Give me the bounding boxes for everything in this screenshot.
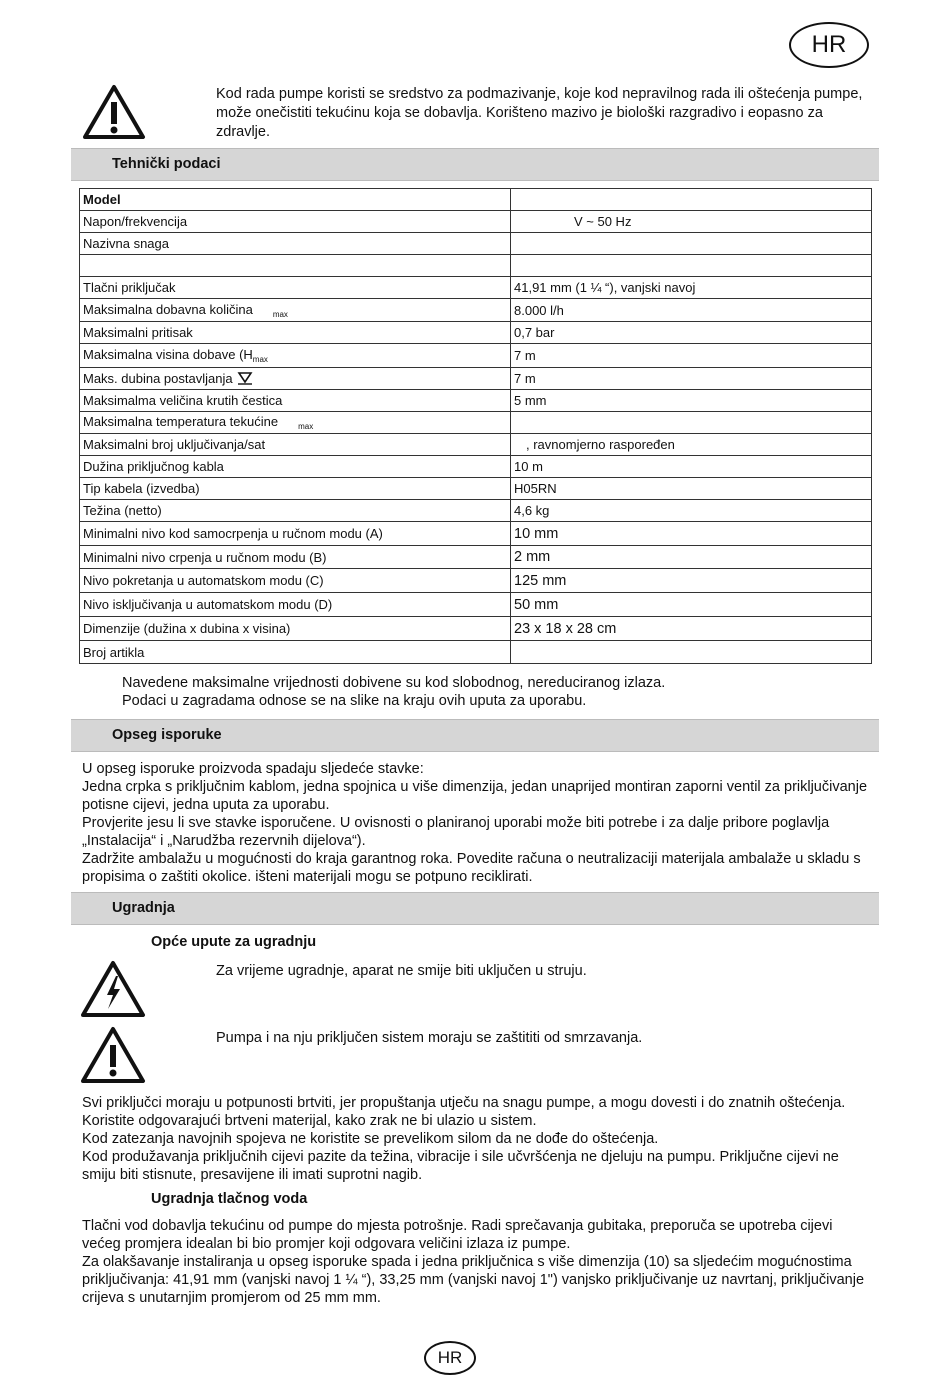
spec-label: Dimenzije (dužina x dubina x visina): [83, 621, 291, 636]
spec-label: Maks. dubina postavljanja: [83, 371, 233, 386]
spec-row: [80, 478, 872, 500]
spec-label: Broj artikla: [83, 644, 145, 660]
language-badge-label: HR: [811, 31, 847, 58]
spec-value: 10 mm: [514, 525, 559, 542]
spec-label-cell: [80, 277, 511, 299]
spec-label: Maksimalna dobavna količina: [83, 301, 253, 317]
lubricant-warning-text: Kod rada pumpe koristi se sredstvo za podmazivanje, koje kod nepravilnog rada ili oštećenja pumpe, može onečistiti tekućinu koja se dobavlja. Korišteno mazivo je biološki razgradivo i eopasno za zdravlje.: [216, 86, 863, 140]
spec-value-cell: [511, 277, 872, 299]
spec-row: [80, 211, 872, 233]
section-title-tech: Tehnički podaci: [112, 156, 221, 172]
spec-row: [80, 233, 872, 255]
spec-label: Maksimalna visina dobave (H: [83, 347, 253, 362]
language-badge-top: [789, 22, 869, 68]
spec-label: Nivo isključivanja u automatskom modu (D): [83, 597, 333, 612]
spec-label: Maksimalni broj uključivanja/sat: [83, 437, 266, 452]
spec-label: Dužina priključnog kabla: [83, 459, 224, 474]
spec-label-cell: [80, 569, 511, 593]
spec-row: [80, 277, 872, 299]
spec-row: [80, 434, 872, 456]
warning-exclamation-icon: [82, 84, 146, 140]
spec-row: [80, 456, 872, 478]
spec-label-cell: [80, 344, 511, 368]
spec-label: Maksimalni pritisak: [83, 325, 193, 340]
spec-label: Minimalni nivo kod samocrpenja u ručnom modu (A): [83, 526, 383, 541]
spec-value-cell: [511, 344, 872, 368]
spec-value: 10 m: [514, 459, 543, 474]
spec-row: [80, 255, 872, 277]
spec-value-cell: [511, 478, 872, 500]
spec-row: [80, 546, 872, 569]
spec-value: 5 mm: [514, 393, 547, 408]
spec-row: [80, 522, 872, 546]
spec-value-cell: [511, 456, 872, 478]
spec-label-cell: [80, 434, 511, 456]
spec-value-cell: [511, 546, 872, 569]
spec-value-cell: [511, 322, 872, 344]
spec-label-subscript: max: [252, 355, 268, 364]
spec-value: 4,6 kg: [514, 503, 550, 518]
spec-label-cell: [80, 478, 511, 500]
spec-label-cell: [80, 641, 511, 664]
spec-label-cell: [80, 299, 511, 322]
spec-value-cell: [511, 569, 872, 593]
spec-label: Napon/frekvencija: [83, 214, 188, 229]
spec-value: 23 x 18 x 28 cm: [514, 620, 617, 637]
spec-label-cell: [80, 368, 511, 390]
spec-label-cell: [80, 456, 511, 478]
spec-value: 41,91 mm (1 ¼ “), vanjski navoj: [514, 280, 696, 295]
spec-value: 8.000 l/h: [514, 302, 564, 318]
spec-label-subscript: max: [298, 422, 314, 431]
delivery-text: U opseg isporuke proizvoda spadaju sljedeće stavke: Jedna crpka s priključnim kablom, jedna spojnica u više dimenzija, jedan unaprijed montiran zaporni ventil za priključivanje potisne cijevi, jedna uputa za uporabu. Provjerite jesu li sve stavke isporučene. U ovisnosti o planiranoj uporabi može biti potrebe i za dalje pribore poglavlja „Instalacija“ i „Narudžba rezervnih dijelova“). Zadržite ambalažu u mogućnosti do kraja garantnog roka. Povedite računa o neutralizaciji materijala ambalaže u skladu s propisima o zaštiti okolice. išteni materijali mogu se potpuno reciklirati.: [82, 761, 868, 885]
spec-row: [80, 641, 872, 664]
spec-label: Maksimalna temperatura tekućine: [83, 414, 279, 429]
spec-row: [80, 189, 872, 211]
spec-label: Nazivna snaga: [83, 236, 169, 251]
spec-value-cell: [511, 233, 872, 255]
pressure-line-heading: Ugradnja tlačnog voda: [151, 1191, 308, 1207]
spec-value: , ravnomjerno raspoređen: [526, 437, 675, 452]
spec-label: Nivo pokretanja u automatskom modu (C): [83, 573, 324, 588]
section-title-delivery: Opseg isporuke: [112, 727, 222, 743]
spec-value: H05RN: [514, 481, 557, 496]
spec-value: 125 mm: [514, 572, 567, 589]
spec-row: [80, 593, 872, 617]
electric-hazard-icon: [80, 960, 146, 1018]
spec-table: [79, 188, 872, 664]
spec-value-cell: [511, 390, 872, 412]
spec-row: [80, 322, 872, 344]
spec-row: [80, 368, 872, 390]
warning-exclamation-icon: [80, 1026, 146, 1084]
pressure-line-text: Tlačni vod dobavlja tekućinu od pumpe do mjesta potrošnje. Radi sprečavanja gubitaka, preporuča se upotreba cijevi većeg promjera idealan bi bio promjer koji odgovara veličini izlaza iz pumpe. Za olakšavanje instaliranja u opseg isporuke spada i jedna priključnica s više dimenzija (10) sa sljedećim mogućnostima priključivanja: 41,91 mm (vanjski navoj 1 ¼ “), 33,25 mm (vanjski navoj 1") vanjsko priključivanje uz navrtanj, priključivanje crijeva s unutarnjim promjerom od 25 mm mm.: [82, 1218, 865, 1306]
general-install-heading: Opće upute za ugradnju: [151, 934, 317, 950]
section-title-install: Ugradnja: [112, 900, 175, 916]
spec-value-cell: [511, 299, 872, 322]
spec-label-cell: [80, 617, 511, 641]
table-note-max-values: Navedene maksimalne vrijednosti dobivene su kod slobodnog, nereduciranog izlaza.: [122, 675, 666, 691]
spec-label: Model: [83, 192, 121, 207]
spec-label-cell: [80, 255, 511, 277]
spec-value-cell: [511, 641, 872, 664]
spec-row: [80, 390, 872, 412]
table-note-brackets: Podaci u zagradama odnose se na slike na kraju ovih uputa za uporabu.: [122, 693, 587, 709]
electric-warning-text: Za vrijeme ugradnje, aparat ne smije biti uključen u struju.: [216, 963, 587, 979]
spec-label-cell: [80, 593, 511, 617]
water-level-triangle-icon: [237, 371, 253, 385]
spec-value: V ~ 50 Hz: [574, 214, 632, 229]
language-badge-bottom: [424, 1341, 476, 1375]
spec-label-cell: [80, 412, 511, 434]
spec-value-cell: [511, 593, 872, 617]
spec-row: [80, 299, 872, 322]
install-text: Svi priključci moraju u potpunosti brtviti, jer propuštanja utječu na snagu pumpe, a mogu dovesti i do znatnih oštećenja. Koristite odgovarajući brtveni materijal, kako zrak ne bi ulazio u sistem. Kod zatezanja navojnih spojeva ne koristite se prevelikom silom da ne dođe do oštećenja. Kod produžavanja priključnih cijevi pazite da težina, vibracije i sile učvršćenja ne djeluju na pumpu. Priključne cijevi ne smiju biti stisnute, presavijene ili imati suprotni nagib.: [82, 1095, 846, 1183]
spec-value-cell: [511, 617, 872, 641]
spec-label-cell: [80, 546, 511, 569]
spec-value-cell: [511, 189, 872, 211]
spec-row: [80, 569, 872, 593]
spec-value-cell: [511, 255, 872, 277]
language-badge-label: HR: [437, 1348, 463, 1367]
spec-label-cell: [80, 322, 511, 344]
spec-label: Minimalni nivo crpenja u ručnom modu (B): [83, 549, 327, 565]
spec-label-cell: [80, 189, 511, 211]
spec-value-cell: [511, 522, 872, 546]
spec-row: [80, 500, 872, 522]
spec-label: Težina (netto): [83, 503, 162, 518]
section-bar-install: [71, 892, 879, 925]
spec-value: 7 m: [514, 348, 536, 363]
spec-label-cell: [80, 233, 511, 255]
spec-value: 0,7 bar: [514, 325, 555, 340]
spec-label-cell: [80, 522, 511, 546]
spec-value-cell: [511, 500, 872, 522]
spec-row: [80, 617, 872, 641]
section-bar-tech: [71, 148, 879, 181]
spec-label: Tlačni priključak: [83, 280, 176, 295]
spec-label: Tip kabela (izvedba): [83, 481, 200, 496]
spec-label-cell: [80, 390, 511, 412]
frost-warning-text: Pumpa i na nju priključen sistem moraju se zaštititi od smrzavanja.: [216, 1030, 643, 1046]
spec-label: Maksimalma veličina krutih čestica: [83, 393, 283, 408]
spec-value-cell: [511, 434, 872, 456]
spec-value: 2 mm: [514, 549, 551, 565]
spec-label-cell: [80, 211, 511, 233]
spec-label-subscript: max: [272, 309, 288, 319]
spec-value-cell: [511, 211, 872, 233]
spec-label-cell: [80, 500, 511, 522]
spec-value: 7 m: [514, 371, 536, 386]
spec-row: [80, 412, 872, 434]
spec-value: 50 mm: [514, 596, 559, 613]
section-bar-delivery: [71, 719, 879, 752]
spec-value-cell: [511, 412, 872, 434]
spec-value-cell: [511, 368, 872, 390]
spec-row: [80, 344, 872, 368]
